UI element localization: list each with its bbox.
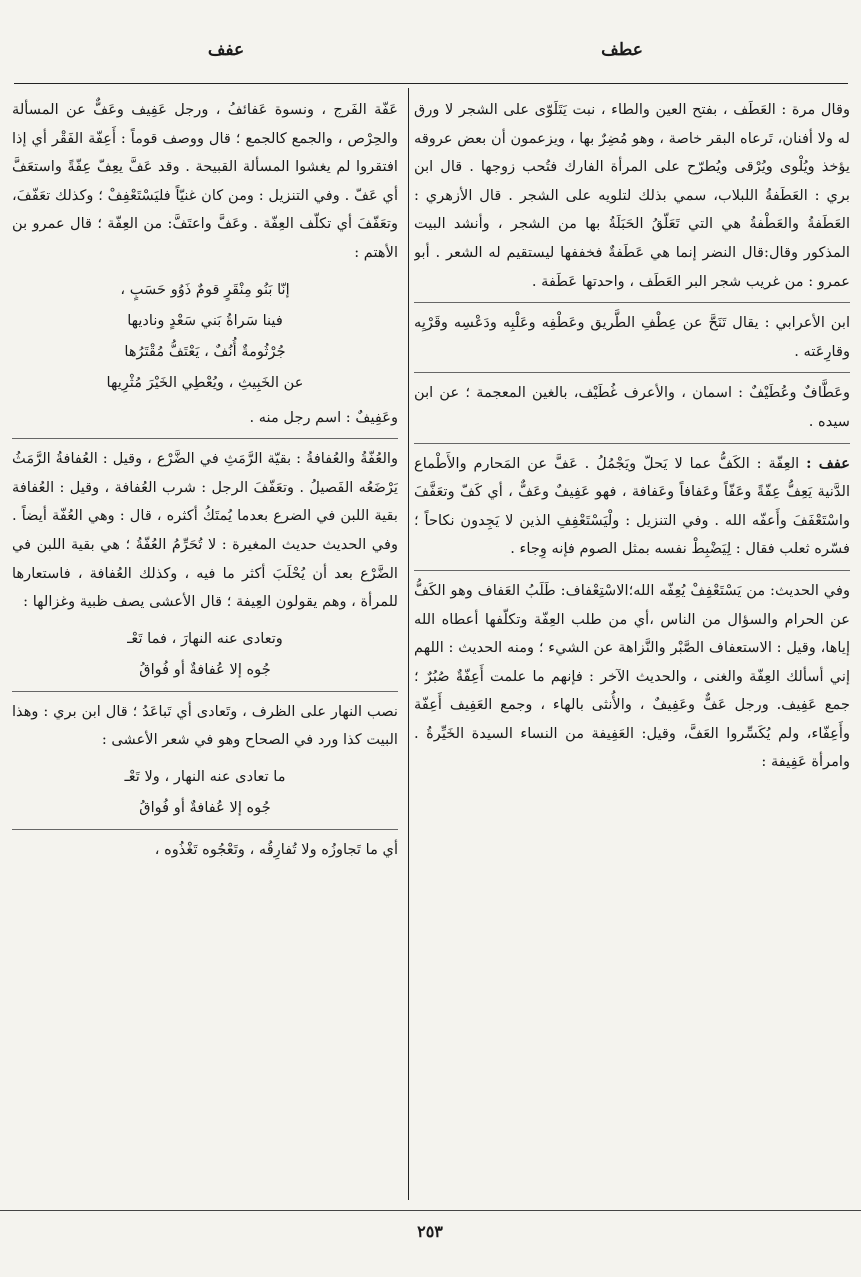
paragraph: أي ما تَجاوزُه ولا تُفارِقُه ، وتَعْجُوه تَغْذُوه ، bbox=[154, 840, 398, 858]
paragraph: عَفّة الفَرج ، ونسوة عَفائفُ ، ورجل عَفِيف وعَفٌّ عن المسألة والحِرْص ، والجمع كالجمع ؛ قال ووصف قوماً : أَعِفّة الفَقْر أي إذا افتقروا لم يغشوا المسألة القبيحة . وقد عَفَّ يعِفّ عِفّةً واستعَفَّ أي عَفّ . وفي التنزيل : ومن كان غنيّاً فليَسْتَعْفِفْ ؛ وكذلك تعَفّفَ، وتعَفّفَ أي تكلّف العِفّة . وعَفَّ واعتَفَّ: من العِفّة ؛ قال عمرو بن الأهتم : bbox=[12, 101, 398, 261]
bottom-rule bbox=[0, 1210, 861, 1211]
header-word-left: عفف bbox=[207, 40, 245, 60]
paragraph: ابن الأعرابي : يقال تَنَحَّ عن عِطْفِ الطَّريق وعَطْفِه وعَلْبِه ودَعْسِه وقَرْيِه وقارِعَته . bbox=[414, 314, 850, 360]
entry-separator bbox=[414, 372, 850, 373]
entry-separator bbox=[414, 570, 850, 571]
entry-separator bbox=[12, 829, 398, 830]
verse-line: فينا سَراةُ بَني سَعْدٍ وناديها bbox=[127, 311, 283, 329]
page-number: ٢٥٣ bbox=[417, 1222, 443, 1241]
verse-line: وتعادى عنه النهارَ ، فما تَعْـ bbox=[127, 629, 283, 647]
verse-line: جُرْثُومةٌ أُنُفٌ ، يَعْتَفُّ مُقْتَرُها bbox=[124, 342, 286, 360]
entry-headword: عفف : bbox=[806, 454, 850, 472]
column-divider bbox=[408, 88, 409, 1200]
left-column bbox=[12, 96, 398, 1202]
verse-block bbox=[12, 761, 398, 823]
entry-separator bbox=[414, 302, 850, 303]
paragraph: نصب النهار على الظرف ، وتَعادى أي تَباعَدُ ؛ قال ابن بري : وهذا البيت كذا ورد في الصحاح وهو في شعر الأعشى : bbox=[12, 702, 398, 749]
entry-separator bbox=[12, 691, 398, 692]
paragraph: وعَفِيفٌ : اسم رجل منه . bbox=[249, 408, 398, 426]
verse-block bbox=[12, 623, 398, 685]
entry-separator bbox=[414, 443, 850, 444]
paragraph: وعَطَّافٌ وعُطَيْفٌ : اسمان ، والأعرف غُطَيْف، بالغين المعجمة ؛ عن ابن سيده . bbox=[414, 384, 850, 430]
right-column bbox=[414, 96, 850, 1202]
entry-paragraph bbox=[414, 450, 850, 564]
paragraph: والعُفّةُ والعُفافةُ : بقيّة الرَّمَثِ في الضَّرْع ، وقيل : العُفافةُ الرَّمَثُ يَرْضَعُه الفَصيلُ . وتعَفّفَ الرجل : شرب العُفافة ، وقيل : العُفافة بقية اللبن في الضرع بعدما يُمتَكُ أكثره ، قال : وهي العُفّة أيضاً . وفي الحديث حديث المغيرة : لا تُحَرِّمُ العُفّةُ ؛ هي بقية اللبن في الضَّرْع بعد أن يُحْلَبَ أكثر ما فيه ، وكذلك العُفافة ، فاستعارها للمرأة ، وهم يقولون العِيفة ؛ قال الأعشى يصف ظبية وغزالها : bbox=[12, 450, 398, 611]
entry-separator bbox=[12, 438, 398, 439]
verse-line: عن الخَبِيثِ ، ويُعْطِي الخَيْرَ مُثْرِيها bbox=[106, 373, 304, 391]
verse-line: ما تعادى عنه النهار ، ولا تَعْـ bbox=[124, 767, 286, 785]
paragraph: وقال مرة : العَطَف ، بفتح العين والطاء ، نبت يَتَلَوّى على الشجر لا ورق له ولا أفنان، تَرعاه البقر خاصة ، وهو مُضِرٌ بها ، ويزعمون أن بعض عروقه يؤخذ ويُلْوى ويُرْقى ويُطرّح على المرأة الفارك فتُحب زوجها . قال ابن بري : العَطَفةُ اللبلاب، سمي بذلك لتلويه على الشجر . قال الأزهري : العَطَفةُ والعَطْفةُ هي التي تَعَلّقُ الحَبَلَةُ بها من الشجر ، وأنشد البيت المذكور وقال:قال النضر إنما هي عَطَفةٌ فخففها ليستقيم له الشعر . أبو عمرو : من غريب شجر البر العَطَف ، واحدتها عَطَفة . bbox=[414, 101, 850, 290]
verse-line: جُوه إلا عُفافةٌ أو فُواقُ bbox=[139, 798, 271, 816]
verse-line: جُوه إلا عُفافةٌ أو فُواقُ bbox=[139, 660, 271, 678]
header-word-right: عطف bbox=[601, 40, 643, 60]
verse-block bbox=[12, 274, 398, 398]
top-rule bbox=[14, 83, 848, 84]
verse-line: إنّا بَنُو مِنْقَرٍ قومٌ ذَوُو حَسَبٍ ، bbox=[120, 280, 290, 298]
entry-text: العِفّة : الكَفُّ عما لا يَحلّ ويَجْمُلُ . عَفَّ عن المَحارم والأَطْماع الدَّنية يَعِفُّ عِفّةً وعَفّاً وعَفافاً وعَفافة ، فهو عَفِيفٌ وعَفٌّ ، أي كَفّ وتعَفَّفَ واسْتَعْفَفَ وأَعفّه الله . وفي التنزيل : ولْيَسْتَعْفِفِ الذين لا يَجِدون نكاحاً ؛ فسّره ثعلب فقال : لِيَضْبِطْ نفسه بمثل الصوم فإنه وِجاء . bbox=[414, 454, 850, 558]
paragraph: وفي الحديث: من يَسْتَعْفِفْ يُعِفّه الله؛الاسْتِعْفاف: طَلَبُ العَفاف وهو الكَفُّ عن الحرام والسؤال من الناس ،أي من طلب العِفّة وتكلّفها أعطاه الله إياها، وقيل : الاستعفاف الصَّبْر والنَّزاهة عن الشيء ؛ ومنه الحديث : اللهم إني أسألك العِفّة والغنى ، والحديث الآخر : فإنهم ما علمت أَعِفّةٌ صُبُرٌ ؛ جمع عَفِيف. ورجل عَفٌّ وعَفِيفٌ ، والأُنثى بالهاء ، وجمع العَفِيف أَعِفّة وأَعِفّاء، ولم يُكَسِّروا العَفَّ، وقيل: العَفِيفة من النساء السيدة الخَيِّرةُ . وامرأة عَفِيفة : bbox=[414, 581, 850, 771]
